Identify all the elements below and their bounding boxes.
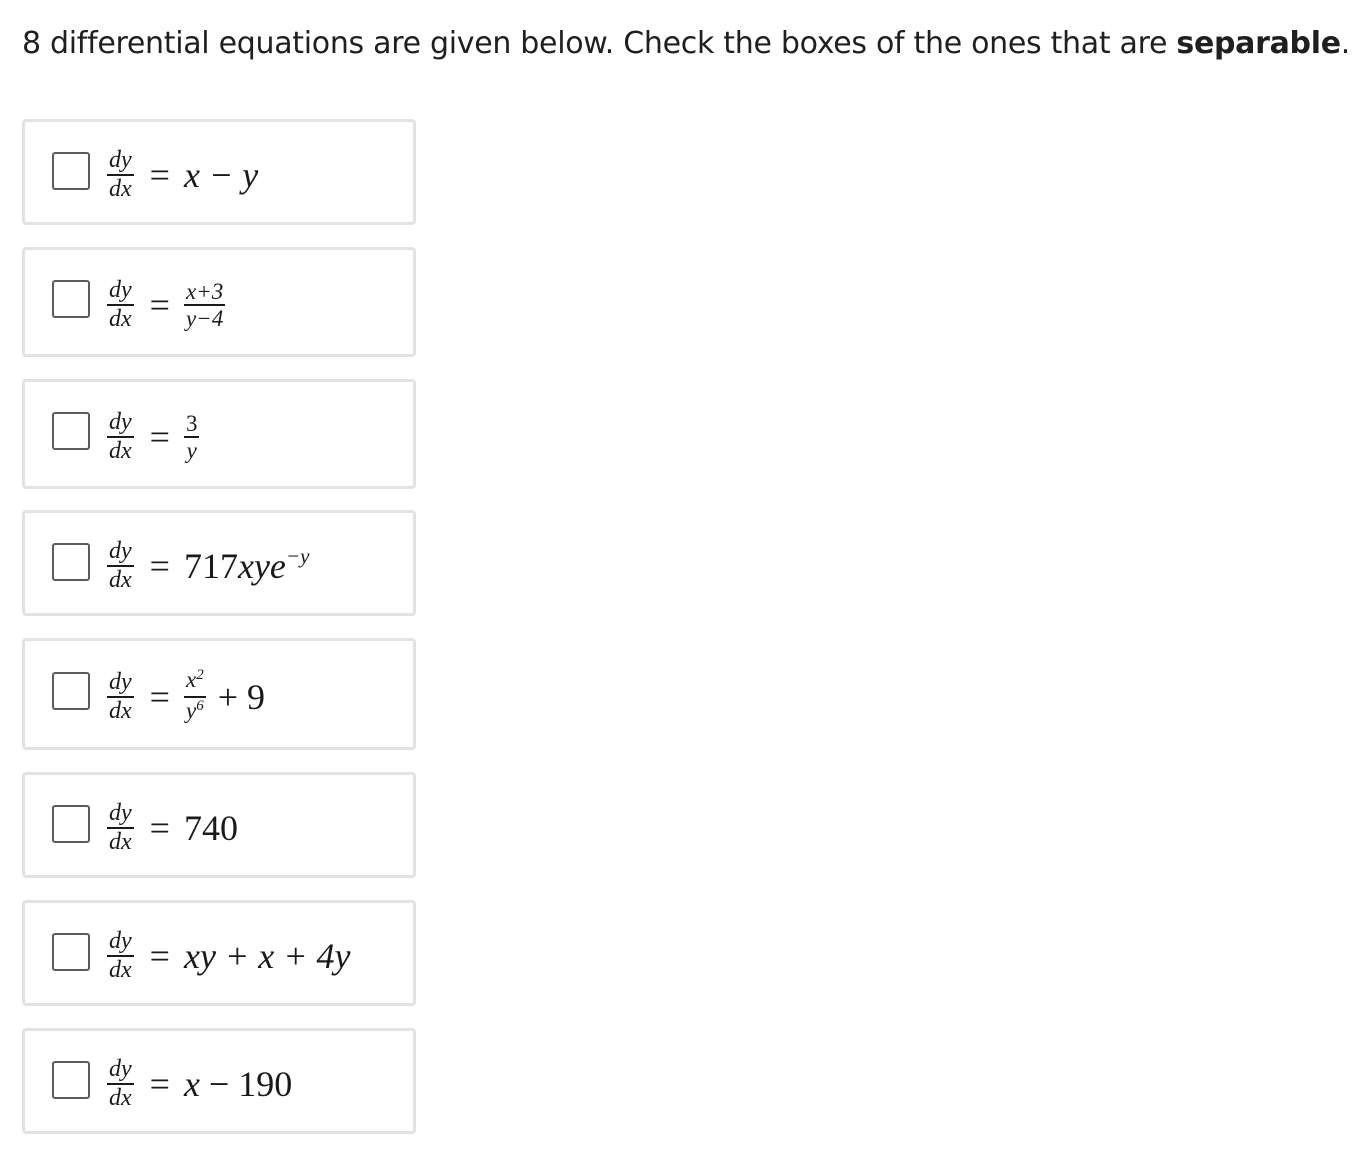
equation-7	[107, 921, 350, 991]
checkbox-8[interactable]	[52, 1061, 90, 1099]
equation-2	[107, 268, 225, 342]
prompt-period: .	[1340, 26, 1351, 61]
checkbox-5[interactable]	[52, 672, 90, 710]
choice-option-5[interactable]	[22, 638, 416, 750]
equals-sign: =	[149, 546, 170, 586]
rhs-expression: 740	[183, 808, 238, 848]
rhs-fraction: $\frac{3}{y}$	[185, 411, 198, 463]
choice-option-7[interactable]	[22, 900, 416, 1006]
rhs-expression: 717xye$^{-y}$	[183, 544, 310, 586]
choice-option-8[interactable]	[22, 1028, 416, 1134]
equation-5	[107, 659, 265, 735]
equals-sign: =	[149, 808, 170, 848]
equation-1	[107, 140, 258, 210]
prompt-text: 8 differential equations are given below. Check the boxes of the ones that are	[22, 26, 1177, 61]
choice-option-3[interactable]	[22, 379, 416, 489]
equals-sign: =	[149, 677, 170, 717]
equation-6	[107, 793, 238, 863]
derivative-fraction: $\frac{dy}{dx}$	[109, 409, 132, 464]
rhs-expression: x − y	[183, 155, 259, 195]
equals-sign: =	[149, 417, 170, 457]
checkbox-3[interactable]	[52, 412, 90, 450]
equation-4	[107, 531, 309, 601]
equation-8	[107, 1049, 292, 1119]
choice-option-2[interactable]	[22, 247, 416, 357]
derivative-fraction: $\frac{dy}{dx}$	[109, 928, 132, 983]
derivative-fraction: $\frac{dy}{dx}$	[109, 277, 132, 332]
rhs-tail: + 9	[217, 677, 265, 717]
question-prompt	[22, 24, 1350, 64]
choice-option-6[interactable]	[22, 772, 416, 878]
equals-sign: =	[149, 936, 170, 976]
checkbox-4[interactable]	[52, 543, 90, 581]
rhs-fraction: $\frac{x^2}{y^6}$	[185, 667, 204, 723]
checkbox-2[interactable]	[52, 280, 90, 318]
choice-option-4[interactable]	[22, 510, 416, 616]
prompt-bold-keyword: separable	[1176, 26, 1341, 61]
rhs-expression: xy + x + 4y	[183, 936, 351, 976]
derivative-fraction: $\frac{dy}{dx}$	[109, 1056, 132, 1111]
checkbox-1[interactable]	[52, 152, 90, 190]
derivative-fraction: $\frac{dy}{dx}$	[109, 800, 132, 855]
equals-sign: =	[149, 285, 170, 325]
derivative-fraction: $\frac{dy}{dx}$	[109, 538, 132, 593]
rhs-fraction: $\frac{x+3}{y-4}$	[185, 279, 224, 331]
derivative-fraction: $\frac{dy}{dx}$	[109, 669, 132, 724]
choice-option-1[interactable]	[22, 119, 416, 225]
derivative-fraction: $\frac{dy}{dx}$	[109, 147, 132, 202]
equation-3	[107, 400, 199, 474]
checkbox-7[interactable]	[52, 933, 90, 971]
checkbox-6[interactable]	[52, 805, 90, 843]
rhs-expression: x − 190	[183, 1064, 293, 1104]
equals-sign: =	[149, 155, 170, 195]
equals-sign: =	[149, 1064, 170, 1104]
